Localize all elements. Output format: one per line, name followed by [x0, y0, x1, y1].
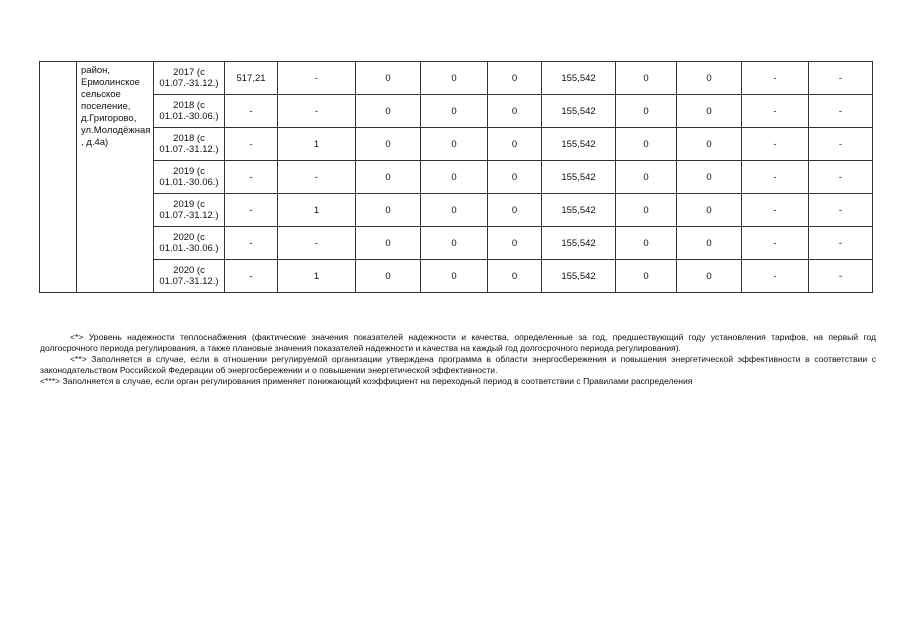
value-cell: 0 — [421, 227, 488, 260]
value-cell: 0 — [616, 161, 677, 194]
value-cell: 155,542 — [542, 161, 616, 194]
period-cell: 2020 (с 01.07.-31.12.) — [154, 260, 225, 293]
value-cell: - — [809, 128, 873, 161]
value-cell: - — [278, 62, 356, 95]
value-cell: 0 — [356, 62, 421, 95]
value-cell: 0 — [421, 260, 488, 293]
value-cell: 0 — [616, 95, 677, 128]
value-cell: 0 — [677, 161, 742, 194]
footnote-3: <***> Заполняется в случае, если орган регулирования применяет понижающий коэффициент на переходный период в соответствии с Правилами распределения — [40, 376, 693, 386]
value-cell: 0 — [616, 194, 677, 227]
value-cell: - — [742, 227, 809, 260]
value-cell: 0 — [677, 260, 742, 293]
value-cell: - — [742, 95, 809, 128]
value-cell: 0 — [616, 128, 677, 161]
value-cell: 0 — [488, 161, 542, 194]
value-cell: 517,21 — [225, 62, 278, 95]
value-cell: 0 — [616, 227, 677, 260]
value-cell: 0 — [421, 62, 488, 95]
value-cell: 155,542 — [542, 128, 616, 161]
value-cell: - — [278, 227, 356, 260]
value-cell: 0 — [677, 95, 742, 128]
value-cell: 155,542 — [542, 260, 616, 293]
table-row — [40, 161, 873, 194]
value-cell: - — [225, 161, 278, 194]
footnote-1: <*> Уровень надежности теплоснабжения (фактические значения показателей надежности и качества, определенные за год, предшествующий году установления тарифов, на первый год долгосрочного периода регулирования, а также плановые значения показателей надежности и качества на каждый год долгосрочного периода регулирования). — [40, 332, 876, 353]
value-cell: 0 — [421, 95, 488, 128]
value-cell: 0 — [356, 194, 421, 227]
table-row — [40, 128, 873, 161]
value-cell: - — [809, 95, 873, 128]
value-cell: 0 — [616, 62, 677, 95]
value-cell: 0 — [677, 62, 742, 95]
value-cell: 1 — [278, 194, 356, 227]
table-row — [40, 227, 873, 260]
value-cell: 0 — [677, 227, 742, 260]
period-cell: 2018 (с 01.07.-31.12.) — [154, 128, 225, 161]
value-cell: 0 — [677, 194, 742, 227]
value-cell: 155,542 — [542, 227, 616, 260]
value-cell: - — [742, 62, 809, 95]
value-cell: - — [278, 161, 356, 194]
value-cell: - — [809, 161, 873, 194]
value-cell: 155,542 — [542, 62, 616, 95]
table-row — [40, 62, 873, 95]
value-cell: 0 — [356, 161, 421, 194]
table-row — [40, 194, 873, 227]
footnote-2: <**> Заполняется в случае, если в отношении регулируемой организации утверждена программа в области энергосбережения и повышения энергетической эффективности в соответствии с законодательством Российской Федерации об энергосбережении и о повышении энергетической эффективности. — [40, 354, 876, 375]
value-cell: 0 — [421, 128, 488, 161]
value-cell: 1 — [278, 128, 356, 161]
value-cell: - — [742, 194, 809, 227]
value-cell: 0 — [488, 95, 542, 128]
value-cell: 0 — [488, 260, 542, 293]
value-cell: - — [809, 260, 873, 293]
value-cell: 0 — [421, 161, 488, 194]
table-row — [40, 260, 873, 293]
period-cell: 2018 (с 01.01.-30.06.) — [154, 95, 225, 128]
value-cell: 0 — [488, 227, 542, 260]
value-cell: - — [225, 227, 278, 260]
value-cell: 0 — [356, 128, 421, 161]
value-cell: 0 — [356, 95, 421, 128]
period-cell: 2020 (с 01.01.-30.06.) — [154, 227, 225, 260]
value-cell: 0 — [356, 227, 421, 260]
period-cell: 2017 (с 01.07.-31.12.) — [154, 62, 225, 95]
value-cell: 0 — [488, 62, 542, 95]
value-cell: - — [225, 260, 278, 293]
value-cell: - — [809, 194, 873, 227]
index-cell — [40, 62, 77, 293]
footnotes — [40, 332, 876, 387]
tariff-table — [39, 61, 873, 293]
value-cell: - — [225, 128, 278, 161]
value-cell: 155,542 — [542, 194, 616, 227]
value-cell: 0 — [616, 260, 677, 293]
value-cell: - — [742, 161, 809, 194]
value-cell: 0 — [356, 260, 421, 293]
value-cell: - — [742, 260, 809, 293]
value-cell: 0 — [488, 128, 542, 161]
value-cell: - — [809, 227, 873, 260]
value-cell: - — [809, 62, 873, 95]
value-cell: - — [742, 128, 809, 161]
value-cell: 0 — [488, 194, 542, 227]
value-cell: 155,542 — [542, 95, 616, 128]
value-cell: 1 — [278, 260, 356, 293]
value-cell: - — [225, 194, 278, 227]
value-cell: 0 — [421, 194, 488, 227]
value-cell: 0 — [677, 128, 742, 161]
address-cell: район, Ермолинское сельское поселение, д.Григорово, ул.Молодёжная , д.4а) — [77, 62, 154, 293]
value-cell: - — [225, 95, 278, 128]
table-row — [40, 95, 873, 128]
period-cell: 2019 (с 01.01.-30.06.) — [154, 161, 225, 194]
value-cell: - — [278, 95, 356, 128]
period-cell: 2019 (с 01.07.-31.12.) — [154, 194, 225, 227]
